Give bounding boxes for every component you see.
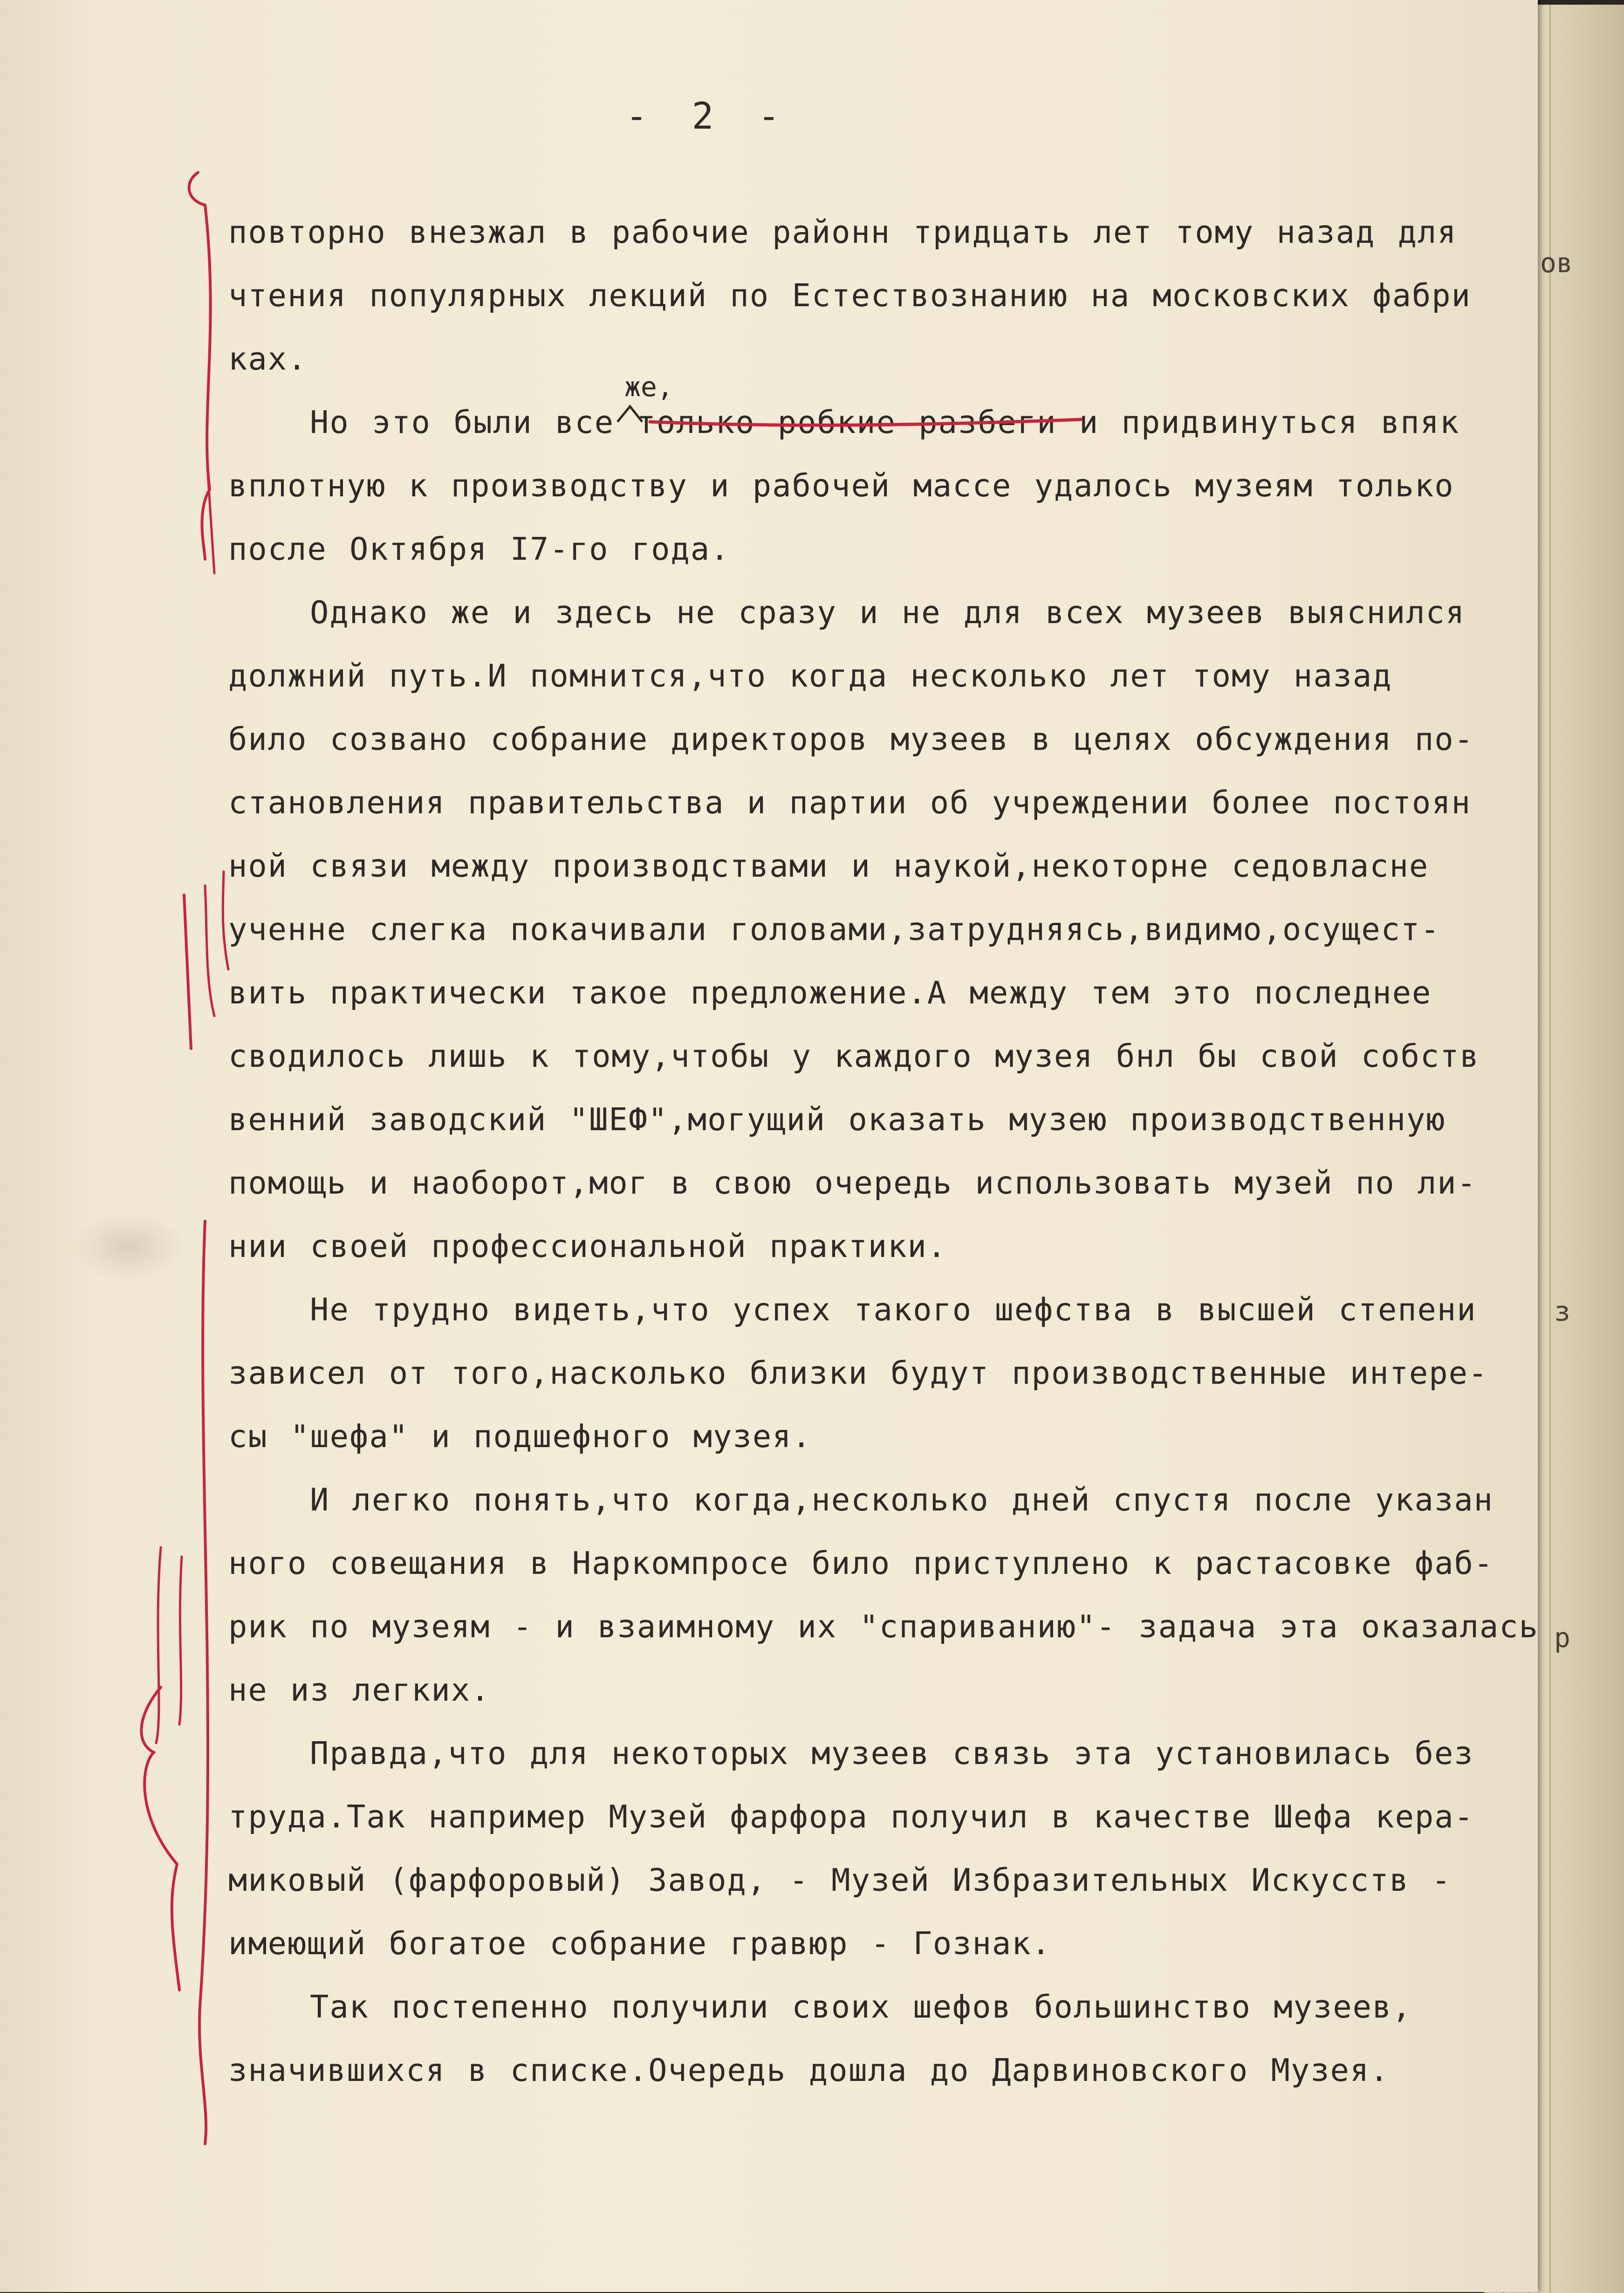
text-line: зависел от того,насколько близки будут производственные интере- [228,1355,1488,1391]
text-line: миковый (фарфоровый) Завод, - Музей Избразительных Искусств - [228,1862,1452,1898]
text-line: нии своей профессиональной практики. [228,1228,947,1264]
margin-line [205,886,214,1016]
text-line: И легко понять,что когда,несколько дней спустя после указан [310,1482,1494,1518]
margin-line [184,895,191,1049]
text-line: чтения популярных лекций по Естествознанию на московских фабри [228,277,1471,314]
underlying-fragment: р [1554,1622,1570,1654]
text-line: значившихся в списке.Очередь дошла до Дарвиновского Музея. [228,2052,1390,2088]
text-line: труда.Так например Музей фарфора получил в качестве Шефа кера- [228,1799,1474,1835]
text-line: ного совещания в Наркомпросе било приступлено к растасовке фаб- [228,1545,1494,1581]
underlying-fragment: ов [1540,247,1573,279]
text-line: имеющий богатое собрание гравюр - Гознак. [228,1925,1051,1962]
red-underline [650,419,1081,425]
margin-line [179,1557,182,1724]
text-line: ученне слегка покачивали головами,затрудняясь,видимо,осущест- [228,911,1440,947]
text-line: не из легких. [228,1672,491,1708]
text-line: помощь и наоборот,мог в свою очередь использовать музей по ли- [228,1165,1477,1201]
text-line: повторно внезжал в рабочие районн тридцать лет тому назад для [228,214,1457,250]
text-line: ной связи между производствами и наукой,некоторне седовласне [228,848,1429,884]
text-line: Не трудно видеть,что успех такого шефства в высшей степени [310,1291,1477,1328]
margin-line [207,466,214,573]
underlying-fragment: з [1554,1296,1570,1327]
text-line: должний путь.И помнится,что когда несколько лет тому назад [228,658,1392,694]
text-line: сы "шефа" и подшефного музея. [228,1418,812,1455]
handwritten-insert: же, [624,371,673,403]
text-line: било созвано собрание директоров музеев в целях обсуждения по- [228,721,1474,757]
text-line: вплотную к производству и рабочей массе удалось музеям только [228,467,1454,504]
text-line: становления правительства и партии об учреждении более постоян [228,784,1471,821]
text-line: рик по музеям - и взаимному их "спариванию"- задача эта оказалась [228,1608,1539,1645]
text-line: Но это были все только робкие разбеги и придвинуться впяк [310,404,1460,440]
text-line: Так постепенно получили своих шефов большинство музеев, [310,1989,1412,2025]
text-line: после Октября I7-го года. [228,531,730,567]
margin-line [156,1547,161,1743]
insertion-caret [617,406,642,422]
page-number: - 2 - [625,96,791,137]
margin-line [223,872,228,969]
text-line: Однако же и здесь не сразу и не для всех музеев выяснился [310,594,1466,631]
text-line: венний заводский "ШЕФ",могущий оказать музею производственную [228,1101,1446,1138]
margin-brace [141,1687,179,1990]
text-line: ках. [228,341,308,377]
text-line: вить практически такое предложение.А между тем это последнее [228,975,1432,1011]
margin-line [199,1221,208,2144]
text-line: сводилось лишь к тому,чтобы у каждого музея бнл бы свой собств [228,1038,1480,1074]
text-line: Правда,что для некоторых музеев связь эта установилась без [310,1735,1474,1771]
margin-bracket [189,172,211,559]
